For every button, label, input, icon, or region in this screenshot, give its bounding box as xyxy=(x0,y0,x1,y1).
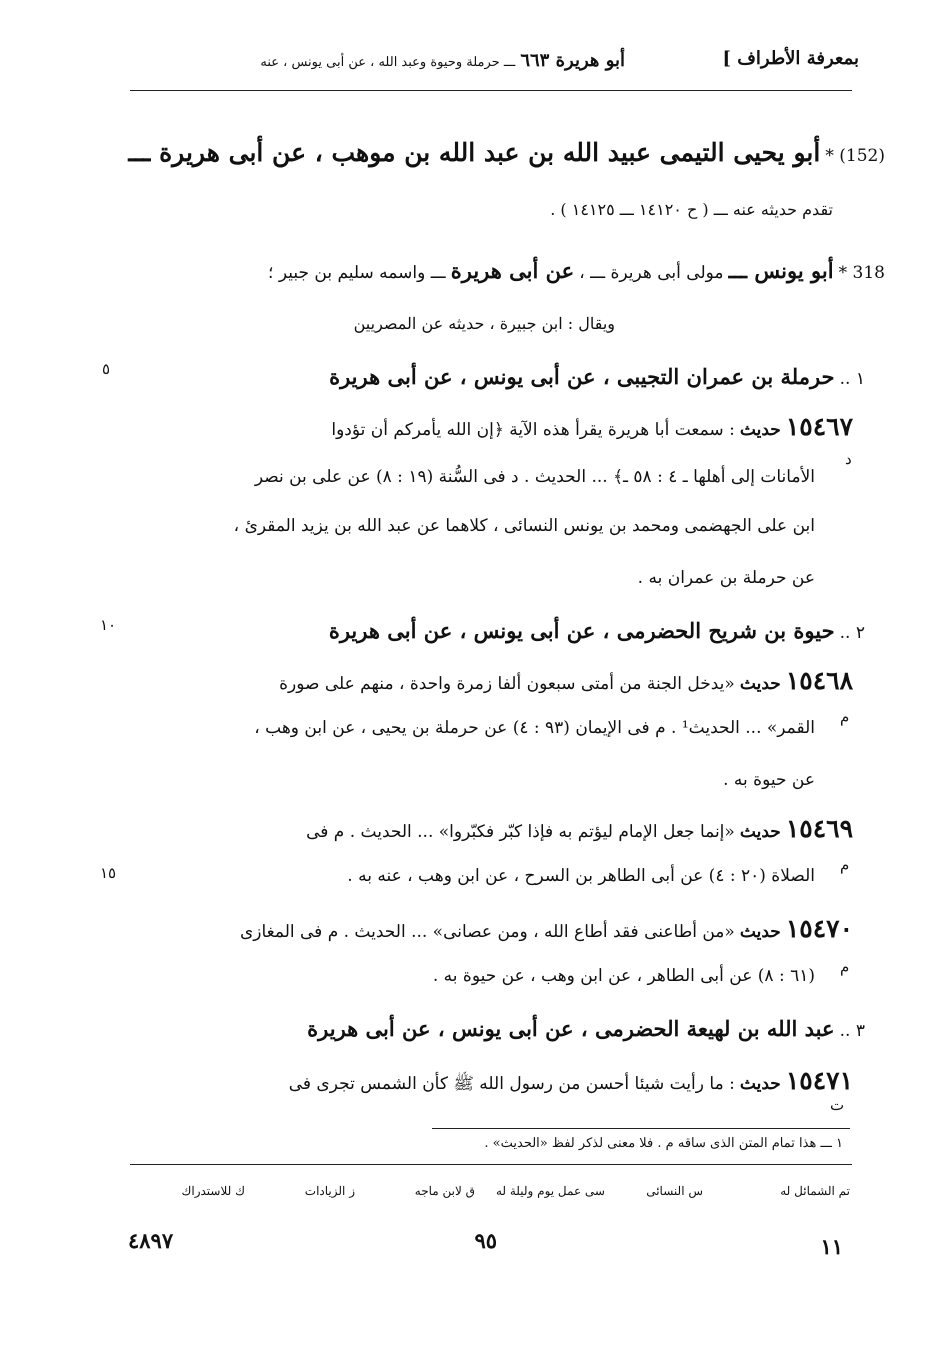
hadith-number: ١٥٤٦٨ xyxy=(785,666,853,695)
margin-line-number: ١٠ xyxy=(100,616,117,634)
hadith-text-line: (٦١ : ٨) عن أبى الطاهر ، عن ابن وهب ، عن حيوة به . xyxy=(432,966,815,986)
hadith-line xyxy=(289,1066,853,1098)
hadith-text-line: عن حرملة بن عمران به . xyxy=(637,568,815,588)
section-title: حرملة بن عمران التجيبى ، عن أبى يونس ، عن أبى هريرة xyxy=(329,364,835,389)
entry-152-note: تقدم حديثه عنه ـــ ( ح ١٤١٢٠ ـــ ١٤١٢٥ ) . xyxy=(550,200,833,219)
entry-marker: 318 * xyxy=(838,263,885,283)
section-number: ٢ .. xyxy=(839,623,865,643)
hadith-text-line: الأمانات إلى أهلها ـ ٤ : ٥٨ ـ﴾ ... الحديث . د فى السُّنة (١٩ : ٨) عن على بن نصر xyxy=(254,467,815,487)
entry-marker: (152) * xyxy=(825,146,885,166)
hadith-text-line: القمر» ... الحديث¹ . م فى الإيمان (٩٣ : ٤) عن حرملة بن يحيى ، عن ابن وهب ، xyxy=(254,718,815,738)
hadith-number: ١٥٤٦٩ xyxy=(785,814,853,843)
footer-number-right: ١١ xyxy=(820,1234,843,1259)
abbreviation-item: ك للاستدراك xyxy=(181,1184,245,1198)
source-siglum: م xyxy=(840,856,850,874)
hadith-number: ١٥٤٧٠ xyxy=(785,914,853,943)
entry-152 xyxy=(128,138,885,167)
entry-heading-tail: ـــ واسمه سليم بن جبير ؛ xyxy=(268,263,446,283)
hadith-label: حديث xyxy=(739,674,781,694)
margin-line-number: ٥ xyxy=(102,360,111,378)
abbreviation-item: ز الزيادات xyxy=(304,1184,355,1198)
header-center-rest: ـــ حرملة وحيوة وعبد الله ، عن أبى يونس ، عنه xyxy=(260,55,516,70)
source-siglum: م xyxy=(840,958,850,976)
hadith-number: ١٥٤٧١ xyxy=(785,1066,853,1095)
section-heading xyxy=(329,364,865,389)
header-rule xyxy=(130,90,852,91)
entry-heading-bold2: عن أبى هريرة xyxy=(450,258,575,283)
hadith-text: : سمعت أبا هريرة يقرأ هذه الآية ﴿إن الله يأمركم أن تؤدوا xyxy=(331,420,735,440)
hadith-text: «من أطاعنى فقد أطاع الله ، ومن عصانى» ... الحديث . م فى المغازى xyxy=(239,922,735,942)
abbreviation-item: تم الشمائل له xyxy=(780,1184,850,1198)
source-siglum: م xyxy=(840,708,850,726)
hadith-line xyxy=(306,814,853,843)
footnote: ١ ـــ هذا تمام المتن الذى ساقه م . فلا معنى لذكر لفظ «الحديث» . xyxy=(484,1136,843,1151)
footer-number-left: ٤٨٩٧ xyxy=(128,1228,174,1253)
hadith-line xyxy=(279,666,853,695)
header-center-title: أبو هريرة ٦٦٣ xyxy=(520,50,625,71)
source-siglum: د xyxy=(845,450,852,468)
hadith-number: ١٥٤٦٧ xyxy=(785,412,853,441)
header-center xyxy=(260,50,625,71)
hadith-text: «إنما جعل الإمام ليؤتم به فإذا كبّر فكبّروا» ... الحديث . م فى xyxy=(306,822,735,842)
section-heading xyxy=(329,618,865,643)
hadith-label: حديث xyxy=(739,1074,781,1094)
hadith-text: : ما رأيت شيئا أحسن من رسول الله ﷺ كأن الشمس تجرى فى xyxy=(288,1074,735,1094)
hadith-label: حديث xyxy=(739,922,781,942)
section-title: حيوة بن شريح الحضرمى ، عن أبى يونس ، عن أبى هريرة xyxy=(328,618,835,643)
abbreviations-rule xyxy=(130,1164,852,1165)
hadith-text-line: ابن على الجهضمى ومحمد بن يونس النسائى ، كلاهما عن عبد الله بن يزيد المقرئ ، xyxy=(233,516,815,536)
hadith-label: حديث xyxy=(739,420,781,440)
abbreviation-item: س النسائى xyxy=(646,1184,703,1198)
footnote-rule xyxy=(432,1128,850,1129)
hadith-text-line: عن حيوة به . xyxy=(723,770,815,790)
footer-page-number: ٩٥ xyxy=(474,1228,497,1253)
section-number: ١ .. xyxy=(839,369,865,389)
section-heading xyxy=(307,1016,865,1041)
entry-heading-bold: أبو يونس ـــ xyxy=(728,258,834,283)
margin-line-number: ١٥ xyxy=(100,864,117,882)
hadith-label: حديث xyxy=(739,822,781,842)
abbreviation-item: سى عمل يوم وليلة له xyxy=(495,1184,605,1198)
abbreviation-item: ق لابن ماجه xyxy=(414,1184,475,1198)
entry-heading: أبو يحيى التيمى عبيد الله بن عبد الله بن موهب ، عن أبى هريرة ـــ xyxy=(128,138,821,167)
entry-318-note: ويقال : ابن جبيرة ، حديثه عن المصريين xyxy=(353,314,615,333)
hadith-line xyxy=(240,914,853,943)
header-right: بمعرفة الأطراف ] xyxy=(722,48,859,69)
hadith-text-line: الصلاة (٢٠ : ٤) عن أبى الطاهر بن السرح ، عن ابن وهب ، عنه به . xyxy=(347,866,815,886)
section-number: ٣ .. xyxy=(839,1021,865,1041)
entry-heading-rest: مولى أبى هريرة ـــ ، xyxy=(579,263,724,283)
entry-318 xyxy=(268,258,885,283)
source-siglum: ت xyxy=(830,1096,845,1114)
hadith-text: «يدخل الجنة من أمتى سبعون ألفا زمرة واحدة ، منهم على صورة xyxy=(279,674,735,694)
section-title: عبد الله بن لهيعة الحضرمى ، عن أبى يونس ، عن أبى هريرة xyxy=(307,1016,835,1041)
hadith-line xyxy=(331,412,853,441)
